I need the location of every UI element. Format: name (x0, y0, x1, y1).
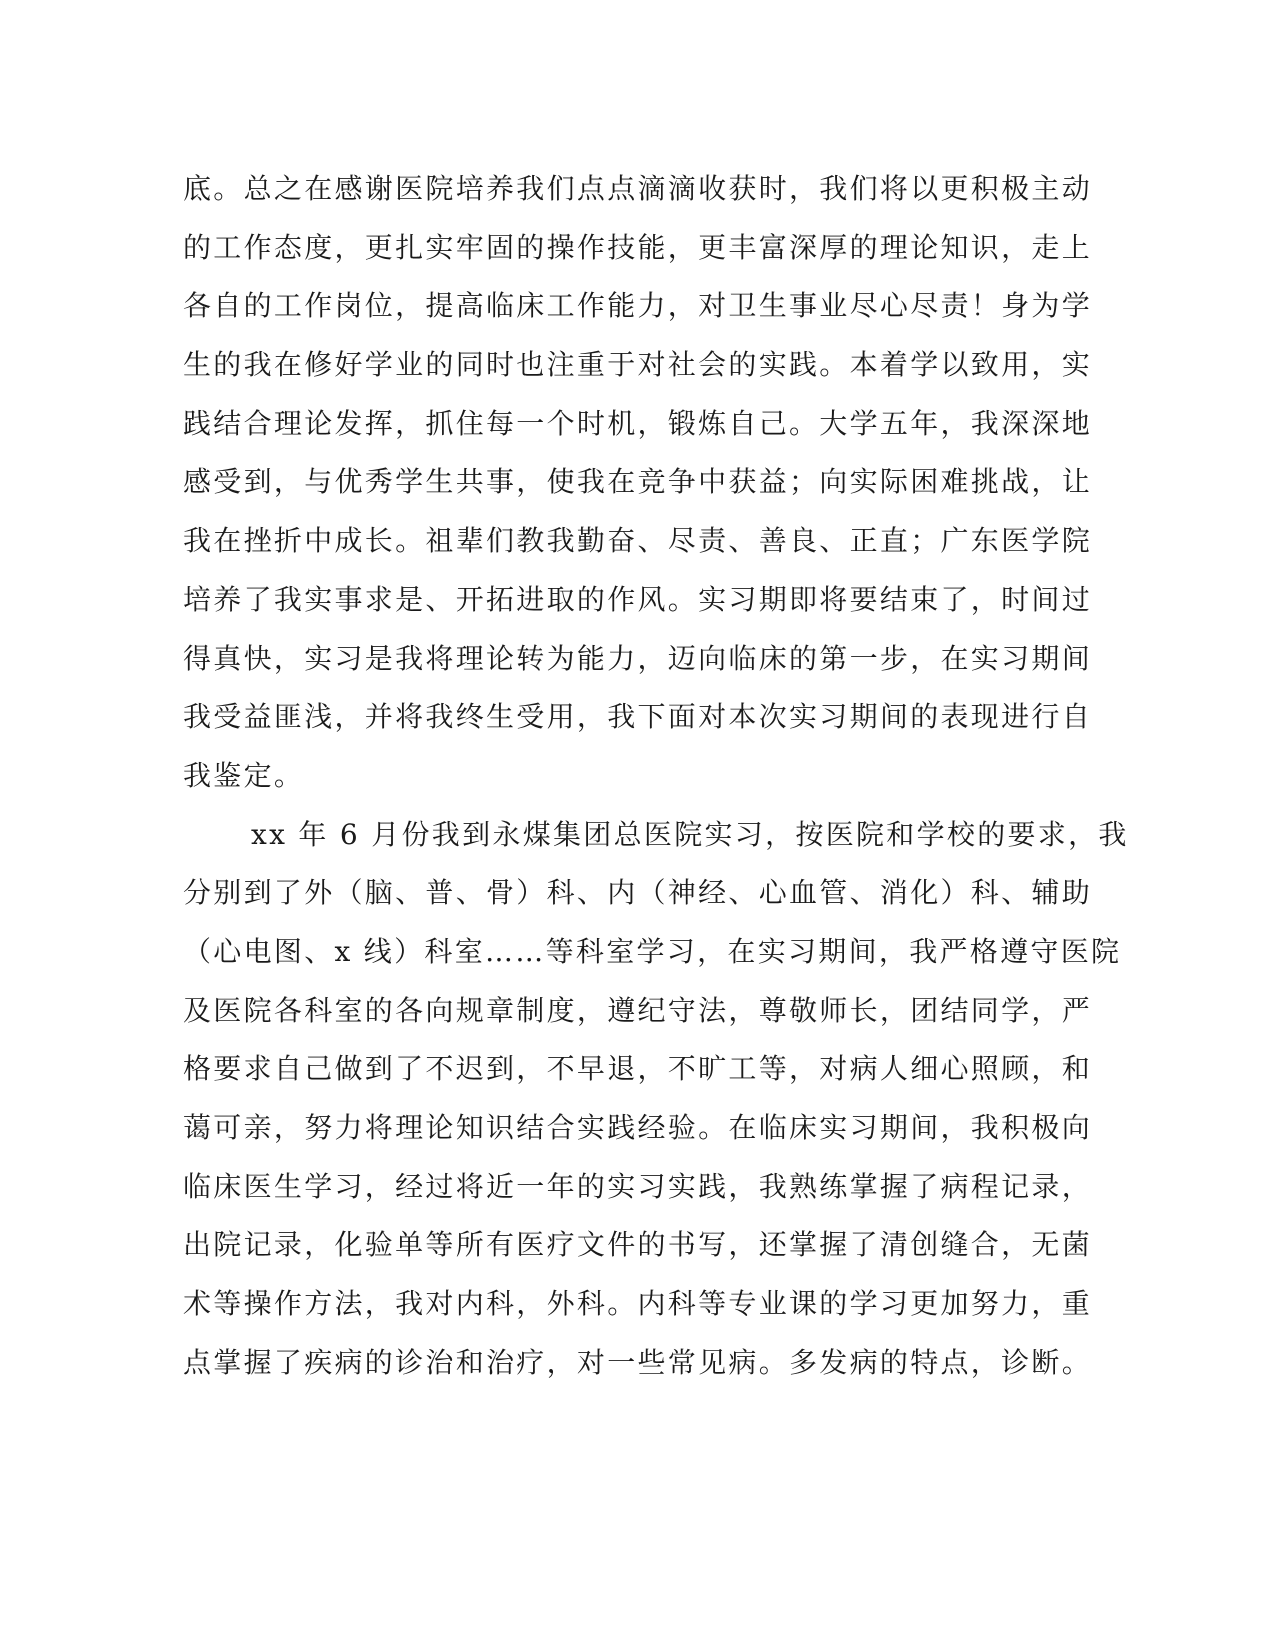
paragraph-1 (183, 160, 1093, 806)
text-line: 感受到，与优秀学生共事，使我在竞争中获益；向实际困难挑战，让 (183, 465, 1093, 499)
text-line: 我鉴定。 (183, 758, 305, 792)
text-line: xx 年 6 月份我到永煤集团总医院实习，按医院和学校的要求，我 (251, 817, 1129, 851)
text-line: 培养了我实事求是、开拓进取的作风。实习期即将要结束了，时间过 (183, 582, 1093, 616)
text-line: 底。总之在感谢医院培养我们点点滴滴收获时，我们将以更积极主动 (183, 172, 1093, 205)
text-line: 各自的工作岗位，提高临床工作能力，对卫生事业尽心尽责！身为学 (183, 289, 1093, 323)
text-line: 得真快，实习是我将理论转为能力，迈向临床的第一步，在实习期间 (183, 641, 1093, 675)
text-line: 分别到了外（脑、普、骨）科、内（神经、心血管、消化）科、辅助 (183, 876, 1093, 910)
document-body (183, 160, 1129, 1392)
text-line: 我在挫折中成长。祖辈们教我勤奋、尽责、善良、正直；广东医学院 (183, 524, 1093, 558)
text-line: 及医院各科室的各向规章制度，遵纪守法，尊敬师长，团结同学，严 (183, 993, 1093, 1027)
text-line: 我受益匪浅，并将我终生受用，我下面对本次实习期间的表现进行自 (183, 700, 1093, 734)
text-line: 生的我在修好学业的同时也注重于对社会的实践。本着学以致用，实 (183, 348, 1093, 382)
text-line: 的工作态度，更扎实牢固的操作技能，更丰富深厚的理论知识，走上 (183, 230, 1093, 264)
text-line: 出院记录，化验单等所有医疗文件的书写，还掌握了清创缝合，无菌 (183, 1228, 1093, 1262)
text-line: 临床医生学习，经过将近一年的实习实践，我熟练掌握了病程记录， (183, 1169, 1093, 1203)
text-line: 践结合理论发挥，抓住每一个时机，锻炼自己。大学五年，我深深地 (183, 406, 1093, 440)
text-line: （心电图、x 线）科室……等科室学习，在实习期间，我严格遵守医院 (183, 934, 1122, 968)
paragraph-2 (183, 806, 1129, 1393)
text-line: 格要求自己做到了不迟到，不早退，不旷工等，对病人细心照顾，和 (183, 1052, 1093, 1086)
text-line: 点掌握了疾病的诊治和治疗，对一些常见病。多发病的特点，诊断。 (183, 1345, 1093, 1379)
text-line: 术等操作方法，我对内科，外科。内科等专业课的学习更加努力，重 (183, 1287, 1093, 1321)
text-line: 蔼可亲，努力将理论知识结合实践经验。在临床实习期间，我积极向 (183, 1111, 1093, 1144)
